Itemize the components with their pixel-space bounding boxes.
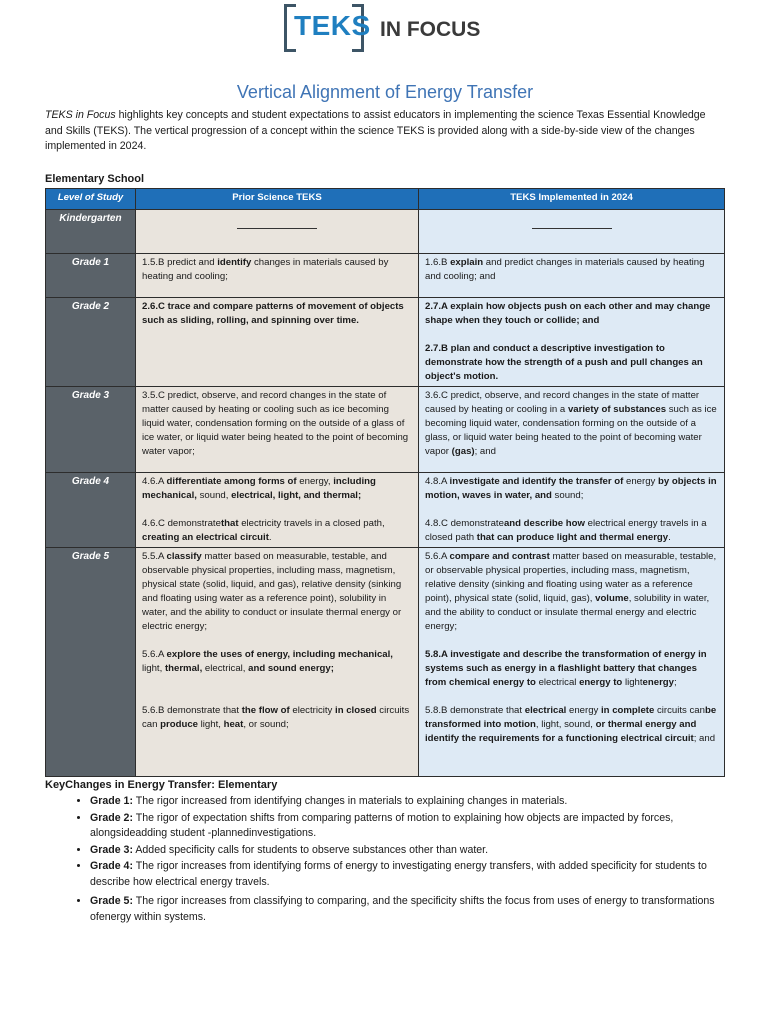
intro-lead: TEKS in Focus [45,109,116,121]
text: ; [674,677,677,688]
text-bold: and sound energy; [248,663,334,674]
text-bold: thermal, [164,663,203,674]
new-cell [419,210,725,254]
text-bold: the flow of [241,705,290,716]
text-bold: (gas) [451,446,475,457]
text: sound; [551,490,584,501]
logo-in-focus-text: IN FOCUS [380,18,481,41]
page-title: Vertical Alignment of Energy Transfer [236,82,534,102]
new-5-8-b [425,704,718,746]
list-item [90,811,725,842]
text: . [268,532,272,543]
text: energy [566,705,602,716]
text: light [622,677,643,688]
table-row [46,298,725,387]
new-cell [419,254,725,298]
table-row [46,548,725,777]
prior-cell [136,298,419,387]
new-cell [419,473,725,548]
prior-cell [136,254,419,298]
text: , or sound; [243,719,289,730]
text: matter based on measurable, testable, and observable physical properties, including mass, magnetism, physical state (solid, liquid, and gas), relative density (sinking and floating using water as a reference point), solubility in water, and the ability to conduct or insulate thermal energy or electric energy; [142,551,402,632]
text-bold: electrical [524,705,567,716]
logo-teks-text: TEKS [294,10,371,41]
teks-in-focus-logo [284,4,484,56]
text: 5.5.A [142,551,167,562]
text: electrical, [202,663,249,674]
table-row [46,387,725,473]
blank-line [237,222,317,229]
header-teks-2024: TEKS Implemented in 2024 [419,189,725,210]
text: electrical [535,677,580,688]
table-row [46,210,725,254]
text-bold: energy to [579,677,623,688]
text-bold: be transformed into motion [425,705,717,730]
text: and predict changes in materials caused by heating and cooling; and [425,257,705,282]
text: energy [623,476,659,487]
text-bold: that can produce light and thermal energy [476,532,669,543]
teks-comparison-table [45,188,725,777]
text-bold: volume [595,593,629,604]
text-bold: electrical, light, and thermal; [231,490,362,501]
section-label: Elementary School [45,173,145,185]
text: , light, sound, [535,719,596,730]
item-text: The rigor increases from identifying forms of energy to investigating energy transfers, with added specificity for students to describe how electrical energy travels. [90,860,707,888]
grade-label: Grade 5 [46,548,136,777]
item-grade: Grade 4: [90,860,133,872]
table-header-row [46,189,725,210]
text: 4.8.C demonstrate [425,518,504,529]
item-grade: Grade 3: [90,843,133,856]
logo-bracket-box [284,4,371,52]
text-bold: including mechanical, [142,476,376,501]
header-level-of-study: Level of Study [46,189,136,210]
grade-label: Grade 2 [46,298,136,387]
text: electricity travels in a closed path, [238,518,385,529]
prior-cell [136,473,419,548]
grade-label: Grade 1 [46,254,136,298]
new-4-8-a [425,475,718,503]
new-5-8-a [425,648,718,690]
item-grade: Grade 5: [90,895,133,907]
text-bold: that [220,518,239,529]
new-cell [419,298,725,387]
text-bold: 2.6.C trace and compare patterns of movement of objects such as sliding, rolling, and spinning over time. [142,301,404,326]
text: 4.6.C demonstrate [142,518,221,529]
text: sound, [196,490,232,501]
intro-paragraph [45,108,725,155]
new-cell [419,548,725,777]
text: light, [142,663,165,674]
item-text: Added specificity calls for students to observe substances other than water. [132,843,489,856]
new-4-8-c [425,517,718,545]
text: electrical energy travels in a closed path [425,518,707,543]
text: 1.6.B [425,257,451,268]
prior-cell: 3.5.C predict, observe, and record changes in the state of matter caused by heating or cooling such as ice becoming liquid water, condensation forming on the outside of a glass of ice water, or liquid water being heated to the point of becoming water vapor; [136,387,419,473]
text-bold: 5.8.A [425,649,451,660]
new-cell [419,387,725,473]
text-bold: identify [217,257,252,268]
header-prior-teks: Prior Science TEKS [136,189,419,210]
text: 3.6.C predict, observe, and record changes in the state of matter caused by heating or cooling in a [425,390,700,415]
prior-4-6-c [142,517,412,545]
prior-cell [136,210,419,254]
grade-label: Kindergarten [46,210,136,254]
text: circuits can [142,705,410,730]
text-bold: differentiate among forms of [166,476,297,487]
key-changes-list [45,794,725,926]
text: electricity [289,705,336,716]
text: 4.8.A [425,476,450,487]
prior-4-6-a [142,475,412,503]
table-row [46,473,725,548]
text-bold: in closed [335,705,377,716]
item-grade: Grade 2: [90,811,133,824]
table-row [46,254,725,298]
list-item [90,894,725,925]
text-bold: produce [160,719,198,730]
text-bold: creating an electrical circuit [142,532,269,543]
intro-text: highlights key concepts and student expectations to assist educators in implementing the science Texas Essential Knowledge and Skills (TEKS). The vertical progression of a concept within the science TEKS is provided along with a side-by-side view of the changes implemented in 2024. [45,109,706,152]
text-bold: heat [223,719,244,730]
text: 5.6.A [425,551,450,562]
text: such as ice becoming liquid water, condensation forming on the outside of a glass, or liquid water being heated to the point of becoming water vapor [425,404,717,457]
text: 5.6.A [142,649,167,660]
text-bold: variety of substances [567,404,667,415]
text: energy, [296,476,334,487]
text-bold: classify [166,551,202,562]
prior-5-6-a [142,648,412,676]
text: . [668,532,671,543]
text: , solubility in water, and the ability to conduct or insulate thermal energy and electric energy; [425,593,710,632]
text-bold: by objects in motion, waves in water, and [425,476,717,501]
text-bold: or thermal energy and identify the requirements for a functioning electrical circuit [425,719,697,744]
text: 1.5.B predict and [142,257,218,268]
text: 5.8.B demonstrate that [425,705,525,716]
text-bold: 2.7.A explain how objects push on each other and may change shape when they touch or collide; and [425,301,711,326]
text-bold: energy [642,677,675,688]
text: changes in materials caused by heating and cooling; [142,257,389,282]
text-bold: and describe how [503,518,585,529]
grade-label: Grade 4 [46,473,136,548]
text-bold: explore the uses of energy, including mechanical, [166,649,393,660]
text: 4.6.A [142,476,167,487]
text: light, [198,719,224,730]
new-5-6-a [425,550,718,634]
key-changes-title: KeyChanges in Energy Transfer: Elementary [45,779,278,791]
text: matter based on measurable, testable, or observable physical properties, including mass, magnetism, relative density (sinking and floating using water as a reference point), physical state (solid, liquid, gas), [425,551,717,604]
text-bold: compare and contrast [449,551,550,562]
item-text: The rigor increased from identifying changes in materials to explaining changes in materials. [132,795,568,807]
text-bold: explain [450,257,484,268]
item-text: The rigor increases from classifying to comparing, and the specificity shifts the focus from uses of energy to transformations ofenergy within systems. [90,895,715,923]
text: circuits can [654,705,705,716]
list-item [90,843,725,859]
list-item [90,794,725,810]
grade-label: Grade 3 [46,387,136,473]
prior-5-5-a [142,550,412,634]
item-text: The rigor of expectation shifts from comparing patterns of motion to explaining how objects are impacted by forces, alongsideadding student -plannedinvestigations. [90,811,674,839]
item-grade: Grade 1: [90,795,133,807]
text-bold: investigate and identify the transfer of [449,476,624,487]
prior-cell [136,548,419,777]
text: ; and [474,446,496,457]
text-bold: 2.7.B plan and conduct a descriptive investigation to demonstrate how the strength of a push and pull changes an object's motion. [425,343,703,382]
blank-line [532,222,612,229]
prior-5-6-b [142,704,412,732]
list-item [90,859,725,890]
text: ; and [693,733,716,744]
text-bold: in complete [601,705,655,716]
text-bold: investigate and describe the transformation of energy in systems such as energy in a flashlight battery that changes from chemical energy to [425,649,707,688]
text: 5.6.B demonstrate that [142,705,242,716]
